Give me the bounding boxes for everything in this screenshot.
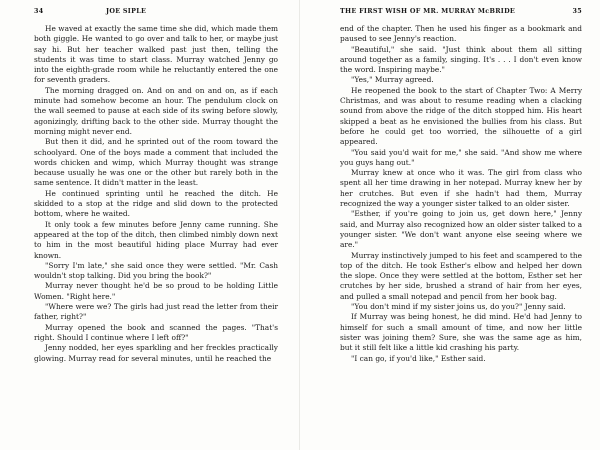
paragraph: Murray instinctively jumped to his feet and scampered to the top of the ditch. He took Esther's elbow and helped her down the slope. Once they were settled at the bottom, Esther set her crutches by her side, brushed a strand of hair from her eyes, and pulled a small notepad and pencil from her book bag.	[340, 250, 582, 301]
left-page-header	[34, 7, 278, 19]
paragraph: "Sorry I'm late," she said once they were settled. "Mr. Cash wouldn't stop talking. Did you bring the book?"	[34, 260, 278, 281]
page-number: 35	[572, 7, 582, 15]
paragraph: It only took a few minutes before Jenny came running. She appeared at the top of the ditch, then climbed nimbly down next to him in the most beautiful hiding place Murray had ever known.	[34, 219, 278, 260]
paragraph: "Where were we? The girls had just read the letter from their father, right?"	[34, 302, 278, 322]
paragraph: He waved at exactly the same time she did, which made them both giggle. He wanted to go over and talk to her, or maybe just say hi. But her teacher walked past just then, telling the students it was time to start class. Murray watched Jenny go into the eighth-grade room while he reluctantly entered the one for seventh graders.	[34, 24, 278, 85]
paragraph: Jenny nodded, her eyes sparkling and her freckles practically glowing. Murray read for several minutes, until he reached the	[34, 343, 278, 363]
paragraph: If Murray was being honest, he did mind. He'd had Jenny to himself for such a small amount of time, and now her little sister was joining them? Sure, she was the same age as him, but it still felt like a little kid crashing his party.	[340, 312, 582, 353]
paragraph: The morning dragged on. And on and on and on, as if each minute had somehow become an hour. The pendulum clock on the wall seemed to pause at each side of its swing before slowly, agonizingly, drifting back to the other side. Murray thought the morning might never end.	[34, 85, 278, 136]
paragraph: "You don't mind if my sister joins us, do you?" Jenny said.	[351, 302, 566, 312]
running-head: JOE SIPLE	[106, 7, 147, 15]
right-page-header	[340, 7, 582, 19]
paragraph: He reopened the book to the start of Chapter Two: A Merry Christmas, and was about to resume reading when a clacking sound from above the ridge of the ditch stopped him. His heart skipped a beat as he envisioned the bullies from his class. But before he could get too worried, the silhouette of a girl appeared.	[340, 85, 582, 147]
paragraph-continuation: end of the chapter. Then he used his finger as a bookmark and paused to see Jenny's reaction.	[340, 24, 582, 44]
page-number: 34	[34, 7, 44, 15]
paragraph: Murray knew at once who it was. The girl from class who spent all her time drawing in her notepad. Murray knew her by her crutches. But even if she hadn't had them, Murray recognized the way a younger sister talked to an older sister.	[340, 168, 582, 209]
right-page	[300, 0, 600, 450]
paragraph: Murray opened the book and scanned the pages. "That's right. Should I continue where I left off?"	[34, 322, 278, 342]
paragraph: Murray never thought he'd be so proud to be holding Little Women. "Right here."	[34, 281, 278, 301]
paragraph: "Beautiful," she said. "Just think about them all sitting around together as a family, singing. It's . . . I don't even know the word. Inspiring maybe."	[340, 44, 582, 75]
running-head: THE FIRST WISH OF MR. MURRAY McBRIDE	[340, 7, 516, 15]
paragraph: "I can go, if you'd like," Esther said.	[351, 353, 486, 363]
right-page-body	[340, 24, 582, 446]
paragraph: "You said you'd wait for me," she said. "And show me where you guys hang out."	[340, 147, 582, 167]
paragraph: But then it did, and he sprinted out of the room toward the schoolyard. One of the boys made a comment that included the words chicken and wimp, which Murray thought was strange because usually he was one or the other but rarely both in the same sentence. It didn't matter in the least.	[34, 137, 278, 188]
left-page-body	[34, 24, 278, 446]
paragraph: He continued sprinting until he reached the ditch. He skidded to a stop at the ridge and slid down to the protected bottom, where he waited.	[34, 188, 278, 219]
paragraph: "Esther, if you're going to join us, get down here," Jenny said, and Murray also recognized how an older sister talked to a younger sister. "We don't want anyone else seeing where we are."	[340, 209, 582, 250]
paragraph: "Yes," Murray agreed.	[351, 75, 434, 85]
